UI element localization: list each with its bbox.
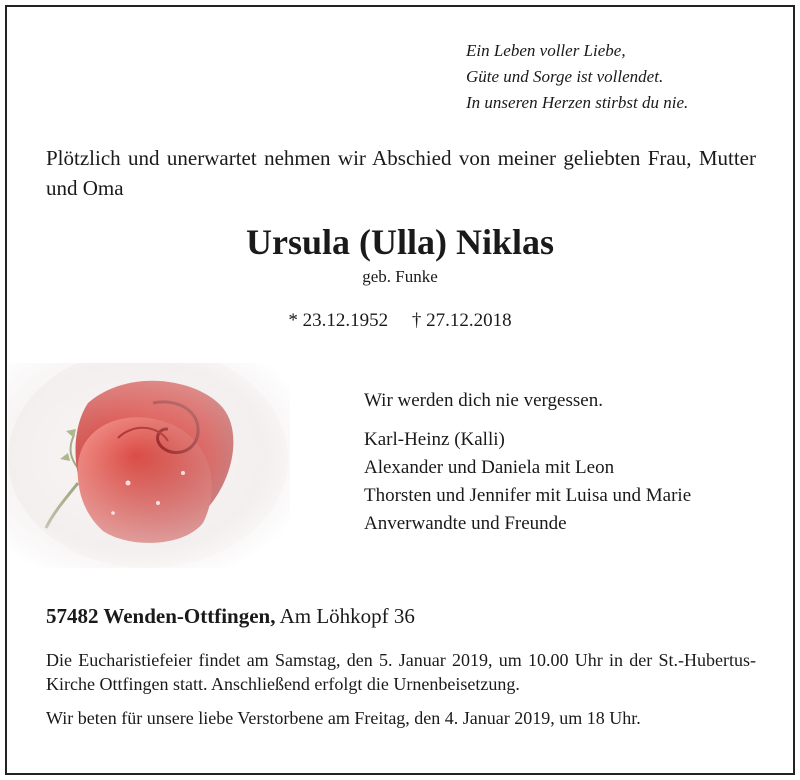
intro-text: Plötzlich und unerwartet nehmen wir Abschied von meiner geliebten Frau, Mutter und Oma	[46, 146, 756, 200]
quote-line: Ein Leben voller Liebe,	[466, 41, 626, 60]
life-dates	[0, 308, 800, 334]
address-street: Am Löhkopf 36	[279, 604, 415, 628]
birth-date: * 23.12.1952	[288, 310, 389, 331]
prayer-info: Wir beten für unsere liebe Verstorbene am Freitag, den 4. Januar 2019, um 18 Uhr.	[46, 708, 641, 728]
address	[46, 602, 415, 630]
family-member: Anverwandte und Freunde	[364, 513, 567, 534]
birth-name: geb. Funke	[362, 267, 438, 286]
mourners-motto: Wir werden dich nie vergessen.	[364, 390, 603, 411]
family-member: Karl-Heinz (Kalli)	[364, 429, 505, 450]
quote-line: Güte und Sorge ist vollendet.	[466, 67, 664, 86]
family-member: Thorsten und Jennifer mit Luisa und Marie	[364, 485, 692, 506]
memorial-quote	[466, 38, 688, 116]
family-member: Alexander und Daniela mit Leon	[364, 457, 615, 478]
mass-info: Die Eucharistiefeier findet am Samstag, den 5. Januar 2019, um 10.00 Uhr in der St.-Hubertus-Kirche Ottfingen statt. Anschließend erfolgt die Urnenbeisetzung.	[46, 650, 756, 694]
mourners-block	[364, 388, 691, 538]
death-date: † 27.12.2018	[411, 310, 512, 331]
family-list	[364, 426, 691, 538]
rose-icon	[8, 363, 290, 568]
rose-image	[8, 363, 290, 568]
deceased-name: Ursula (Ulla) Niklas	[245, 222, 555, 262]
quote-line: In unseren Herzen stirbst du nie.	[466, 93, 689, 112]
service-info	[46, 648, 756, 730]
address-city: 57482 Wenden-Ottfingen,	[46, 604, 276, 628]
